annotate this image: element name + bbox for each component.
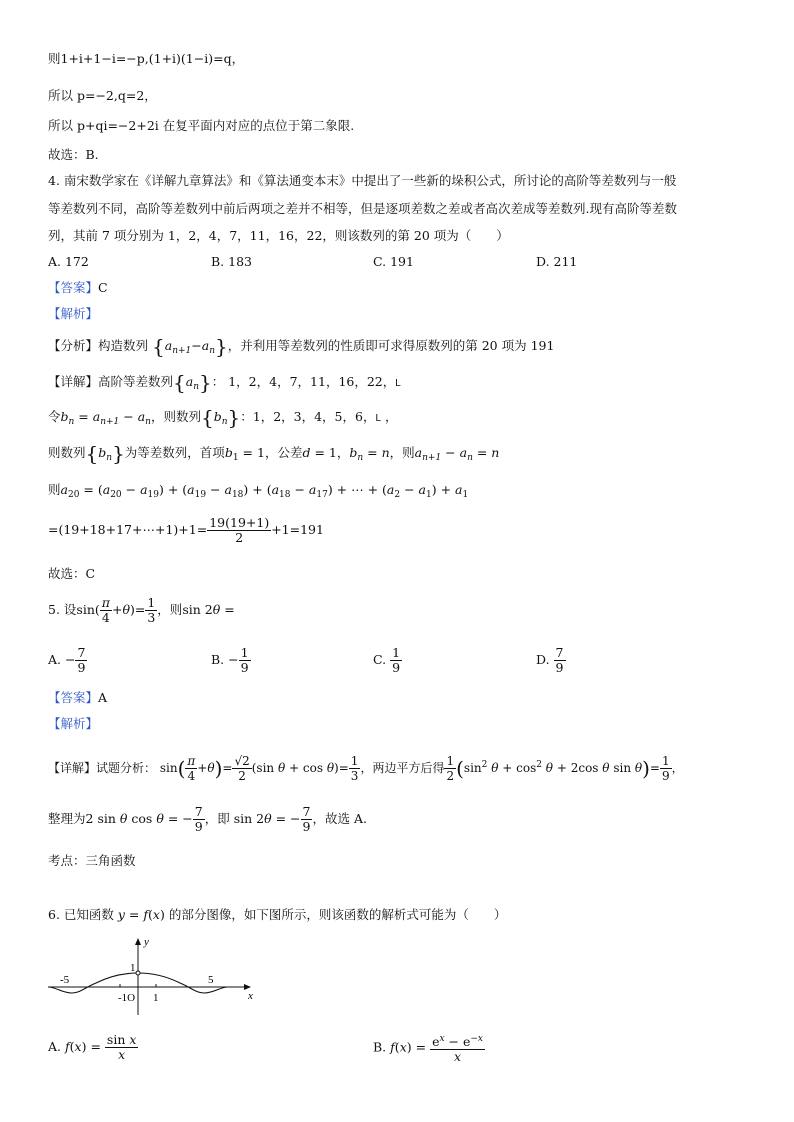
- hollow-point: [136, 971, 140, 975]
- q5-option-c: C. $\frac{1}{9}$: [373, 645, 401, 675]
- xj2-text-a: 整理为: [48, 811, 86, 826]
- y-axis-arrow: [135, 938, 141, 945]
- q5-option-b: B. − $\frac{1}{9}$: [211, 645, 249, 675]
- math-seq-diff: $\{a_{n+1}-a_n\}$: [152, 334, 228, 359]
- answer-value: C: [98, 280, 108, 295]
- q6-stem-b: 的部分图像，如下图所示，则该函数的解析式可能为（ ）: [168, 907, 507, 922]
- ellipsis-mark: L: [395, 378, 401, 389]
- label-one: 1: [130, 962, 136, 974]
- q5-stem-b: ，则: [157, 602, 183, 617]
- fenxi-text-b: ，并利用等差数列的性质即可求得原数列的第 20 项为 191: [227, 338, 555, 353]
- xj2-text-c: ，故选 A.: [312, 811, 367, 826]
- q6-option-b: B. f(x) = $\frac{e^x - e^{-x}}{x}$: [373, 1034, 483, 1064]
- xj3-text-d: ，: [336, 445, 350, 460]
- xj5-text-a: =(19+18+17+⋯+1)+1=: [48, 522, 208, 537]
- q4-stem-1: 4. 南宋数学家在《详解九章算法》和《算法通变本末》中提出了一些新的垛积公式，所讨论的高阶等差数列与一般: [48, 173, 677, 188]
- xj3-text-a: 则数列: [48, 445, 86, 460]
- xj3-text-c: ，公差: [264, 445, 303, 460]
- q5-option-a: A. − $\frac{7}{9}$: [48, 645, 86, 675]
- q5-answer-line: [48, 689, 107, 707]
- q6-option-a: A. f(x) = $\frac{\text{sin x}}{x}$: [48, 1032, 137, 1062]
- q4-xiangjie-line-3: 则数列$\{b_n\}$为等差数列，首项$b_1 = 1$，公差d = 1，$b_n = n$，则$a_{n+1} - a_n = n$: [48, 441, 500, 466]
- xj4-text-a: 则: [48, 482, 61, 497]
- answer-tag: 【答案】: [48, 280, 99, 295]
- xj2-text-c: ：1，2，3，4，5，6，: [240, 409, 376, 424]
- q4-stem-3: 列，其前 7 项分别为 1，2，4，7，11，16，22，则该数列的第 20 项为（ ）: [48, 228, 509, 243]
- xj2-text-a: 令: [48, 409, 61, 424]
- analysis-tag: 【解析】: [48, 306, 99, 321]
- q4-answer-line: [48, 279, 108, 297]
- q4-option-c: C. 191: [373, 254, 414, 269]
- q4-xiangjie-line-5: [48, 515, 324, 545]
- q4-xiangjie-line-4: 则$a_{20} = (a_{20} - a_{19}) + (a_{19} - a_{18}) + (a_{18} - a_{17})$ + ⋯ + $(a_2 - a_1) + a_1$: [48, 482, 469, 500]
- answer-tag: 【答案】: [48, 690, 99, 705]
- q3-choice: 故选：B.: [48, 147, 99, 162]
- q4-option-a: A. 172: [48, 254, 89, 269]
- x-axis-label: x: [248, 990, 253, 1002]
- q5-kaodian: 考点：三角函数: [48, 853, 136, 868]
- q4-choice: 故选：C: [48, 566, 96, 581]
- q4-option-b: B. 183: [211, 254, 252, 269]
- function-graph: [46, 935, 256, 1017]
- q3-line-1: 则1+i+1−i=−p,(1+i)(1−i)=q，: [48, 51, 245, 66]
- q4-jiexi-tag: [48, 305, 98, 323]
- q6-stem-a: 6. 已知函数: [48, 907, 114, 922]
- label-neg5: -5: [60, 974, 70, 986]
- xj1-text-a: 试题分析：: [96, 761, 157, 775]
- xj1-text-mid: ，两边平方后得: [360, 761, 445, 775]
- q4-xiangjie-line-1: 【详解】高阶等差数列$\{a_n\}$： 1，2，4，7，11，16，22，L: [48, 370, 401, 395]
- fraction: $\frac{19(19+1)}{2}$: [209, 515, 270, 545]
- fenxi-text-a: 构造数列: [98, 338, 149, 353]
- label-1: 1: [153, 992, 159, 1004]
- q5-stem: 5. 设sin( $\frac{\pi}{4}$ +θ)= $\frac{1}{3}$ ，则sin 2θ =: [48, 595, 235, 625]
- q3-line-3: 所以 p+qi=−2+2i 在复平面内对应的点位于第二象限.: [48, 118, 355, 133]
- xj2-text-b: ，则数列: [150, 409, 201, 424]
- xj1-text-b: ： 1，2，4，7，11，16，22，: [211, 374, 396, 389]
- analysis-tag: 【解析】: [48, 716, 99, 731]
- q4-option-d: D. 211: [536, 254, 578, 269]
- xj1-text-a: 高阶等差数列: [98, 374, 174, 389]
- label-5: 5: [208, 974, 214, 986]
- xiangjie-tag: 【详解】: [48, 761, 97, 775]
- q3-line-2: 所以 p=−2,q=2，: [48, 88, 157, 103]
- xj5-text-b: +1=191: [271, 522, 324, 537]
- label-neg1-origin: -1O: [118, 992, 136, 1004]
- q5-xiangjie-line-1: 【详解】试题分析： sin( $\frac{\pi}{4}$ +θ)= $\frac{√2}{2}$ (sin θ + cos θ)= $\frac{1}{3}$ ，两边平方后得 $\frac{1}{2}$ ($\sin^2$ $\theta + \cos^2 \theta + 2\cos$ θ sin θ)= $\frac{1}{9}$ ，: [48, 754, 684, 783]
- xj3-text-e: ，则: [389, 445, 415, 460]
- xiangjie-tag: 【详解】: [48, 374, 99, 389]
- xj3-text-b: 为等差数列，首项: [124, 445, 225, 460]
- q5-xiangjie-line-2: 整理为2 sin θ cos θ = − $\frac{7}{9}$ ，即 sin 2θ = − $\frac{7}{9}$ ，故选 A.: [48, 804, 367, 834]
- q6-stem: 6. 已知函数 y = f(x) 的部分图像，如下图所示，则该函数的解析式可能为（ ）: [48, 907, 507, 922]
- q4-xiangjie-line-2: 令$b_n = a_{n+1} - a_n$，则数列$\{b_n\}$：1，2，3，4，5，6，L ，: [48, 405, 398, 430]
- answer-value: A: [98, 690, 108, 705]
- q5-stem-a: 5. 设: [48, 602, 77, 617]
- xj2-text-b: ，即: [204, 811, 230, 826]
- q4-fenxi-line: [48, 334, 555, 360]
- y-axis-label: y: [144, 936, 149, 948]
- fenxi-tag: 【分析】: [48, 338, 99, 353]
- q5-jiexi-tag: [48, 715, 98, 733]
- q5-option-d: D. $\frac{7}{9}$: [536, 645, 564, 675]
- ellipsis-mark: L: [375, 413, 382, 424]
- q4-stem-2: 等差数列不同，高阶等差数列中前后两项之差并不相等，但是逐项差数之差或者高次差成等差数列.现有高阶等差数: [48, 201, 677, 216]
